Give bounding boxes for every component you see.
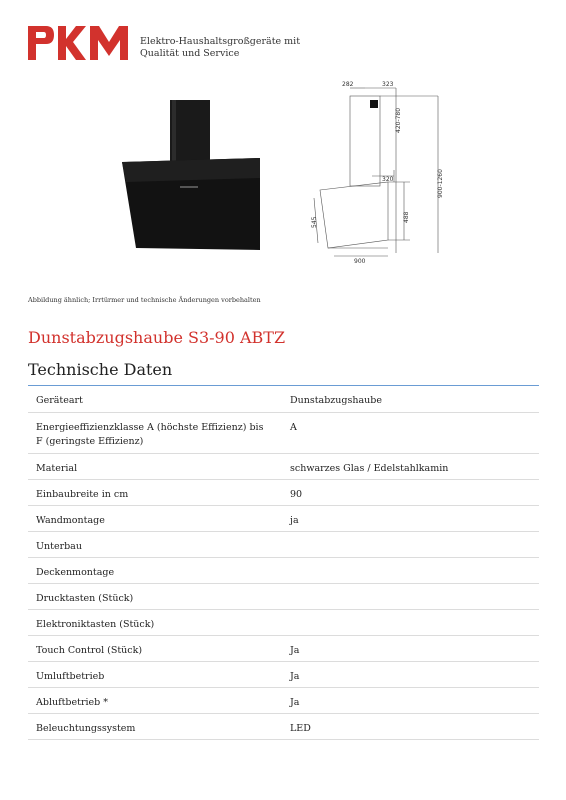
spec-value: LED	[274, 713, 539, 739]
pkm-logo	[28, 26, 128, 60]
table-row	[28, 505, 539, 531]
dim-323: 323	[382, 81, 394, 88]
product-photo	[112, 100, 267, 255]
spec-label: Wandmontage	[28, 505, 274, 531]
spec-label: Elektroniktasten (Stück)	[28, 609, 274, 635]
spec-label: Material	[28, 453, 274, 479]
spec-label: Unterbau	[28, 531, 274, 557]
dim-320: 320	[382, 176, 394, 183]
spec-label: Abluftbetrieb *	[28, 687, 274, 713]
spec-label: Touch Control (Stück)	[28, 635, 274, 661]
spec-value: Ja	[274, 661, 539, 687]
product-title: Dunstabzugshaube S3-90 ABTZ	[28, 328, 286, 347]
spec-label: Umluftbetrieb	[28, 661, 274, 687]
section-title: Technische Daten	[28, 360, 173, 379]
spec-label: Deckenmontage	[28, 557, 274, 583]
technical-drawing	[310, 78, 450, 268]
spec-label: Geräteart	[28, 386, 274, 412]
spec-label: Beleuchtungssystem	[28, 713, 274, 739]
specs-table	[28, 386, 539, 740]
spec-label: Einbaubreite in cm	[28, 479, 274, 505]
table-row	[28, 609, 539, 635]
spec-value: 90	[274, 479, 539, 505]
dim-282: 282	[342, 81, 354, 88]
tagline	[140, 36, 340, 60]
table-row	[28, 453, 539, 479]
spec-label: Drucktasten (Stück)	[28, 583, 274, 609]
tagline-line-2: Qualität und Service	[140, 48, 240, 59]
disclaimer: Abbildung ähnlich; Irrtürmer und technische Änderungen vorbehalten	[28, 296, 261, 304]
table-row	[28, 412, 539, 453]
table-row	[28, 687, 539, 713]
spec-value	[274, 531, 539, 557]
tagline-line-1: Elektro-Haushaltsgroßgeräte mit	[140, 36, 301, 47]
dim-420-780: 420-780	[395, 107, 402, 133]
table-row	[28, 583, 539, 609]
dim-900-1260: 900-1260	[437, 169, 444, 198]
table-row	[28, 713, 539, 739]
spec-value	[274, 557, 539, 583]
spec-value: A	[274, 412, 539, 453]
table-row	[28, 557, 539, 583]
table-row	[28, 661, 539, 687]
table-row	[28, 479, 539, 505]
spec-value: Ja	[274, 687, 539, 713]
spec-value	[274, 583, 539, 609]
table-row	[28, 635, 539, 661]
spec-value: Dunstabzugshaube	[274, 386, 539, 412]
table-row	[28, 531, 539, 557]
spec-label: Energieeffizienzklasse A (höchste Effizienz) bis F (geringste Effizienz)	[28, 412, 274, 453]
spec-value	[274, 609, 539, 635]
dim-545: 545	[311, 216, 318, 228]
spec-value: ja	[274, 505, 539, 531]
dim-900: 900	[354, 258, 366, 265]
spec-value: Ja	[274, 635, 539, 661]
dim-488: 488	[403, 211, 410, 223]
spec-value: schwarzes Glas / Edelstahlkamin	[274, 453, 539, 479]
table-row	[28, 386, 539, 412]
